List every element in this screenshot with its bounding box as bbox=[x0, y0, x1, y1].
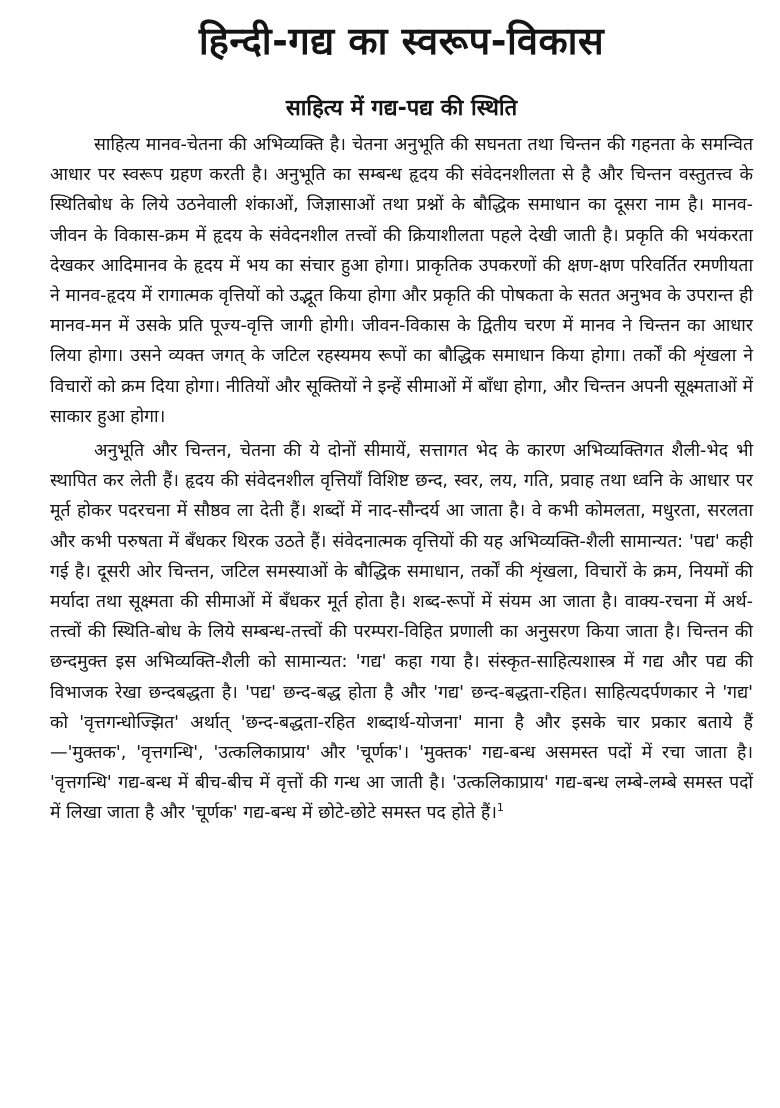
section-heading: साहित्य में गद्य-पद्य की स्थिति bbox=[285, 96, 518, 121]
paragraph-2 bbox=[50, 436, 753, 829]
document-page bbox=[50, 14, 753, 829]
footnote-marker: 1 bbox=[496, 801, 504, 815]
paragraph-1: साहित्य मानव-चेतना की अभिव्यक्ति है। चेतना अनुभूति की सघनता तथा चिन्तन की गहनता के समन्वित आधार पर स्वरूप ग्रहण करती है। अनुभूति का सम्बन्ध हृदय की संवेदनशीलता से है और चिन्तन वस्तुतत्त्व के स्थितिबोध के लिये उठनेवाली शंकाओं, जिज्ञासाओं तथा प्रश्नों के बौद्धिक समाधान का दूसरा नाम है। मानव-जीवन के विकास-क्रम में हृदय के संवेदनशील तत्त्वों की क्रियाशीलता पहले देखी जाती है। प्रकृति की भयंकरता देखकर आदिमानव के हृदय में भय का संचार हुआ होगा। प्राकृतिक उपकरणों की क्षण-क्षण परिवर्तित रमणीयता ने मानव-हृदय में रागात्मक वृत्तियों को उद्भूत किया होगा और प्रकृति की पोषकता के सतत अनुभव के उपरान्त ही मानव-मन में उसके प्रति पूज्य-वृत्ति जागी होगी। जीवन-विकास के द्वितीय चरण में मानव ने चिन्तन का आधार लिया होगा। उसने व्यक्त जगत् के जटिल रहस्यमय रूपों का बौद्धिक समाधान किया होगा। तर्कों की शृंखला ने विचारों को क्रम दिया होगा। नीतियों और सूक्तियों ने इन्हें सीमाओं में बाँधा होगा, और चिन्तन अपनी सूक्ष्मताओं में साकार हुआ होगा। bbox=[50, 135, 753, 427]
page-title: हिन्दी-गद्य का स्वरूप-विकास bbox=[198, 19, 605, 63]
paragraph-2-text: अनुभूति और चिन्तन, चेतना की ये दोनों सीमायें, सत्तागत भेद के कारण अभिव्यक्तिगत शैली-भेद भी स्थापित कर लेती हैं। हृदय की संवेदनशील वृत्तियाँ विशिष्ट छन्द, स्वर, लय, गति, प्रवाह तथा ध्वनि के आधार पर मूर्त होकर पदरचना में सौष्ठव ला देती हैं। शब्दों में नाद-सौन्दर्य आ जाता है। वे कभी कोमलता, मधुरता, सरलता और कभी परुषता में बँधकर थिरक उठते हैं। संवेदनात्मक वृत्तियों की यह अभिव्यक्ति-शैली सामान्यत: 'पद्य' कही गई है। दूसरी ओर चिन्तन, जटिल समस्याओं के बौद्धिक समाधान, तर्कों की शृंखला, विचारों के क्रम, नियमों की मर्यादा तथा सूक्ष्मता की सीमाओं में बँधकर मूर्त होता है। शब्द-रूपों में संयम आ जाता है। वाक्य-रचना में अर्थ-तत्त्वों की स्थिति-बोध के लिये सम्बन्ध-तत्त्वों की परम्परा-विहित प्रणाली का अनुसरण किया जाता है। चिन्तन की छन्दमुक्त इस अभिव्यक्ति-शैली को सामान्यत: 'गद्य' कहा गया है। संस्कृत-साहित्यशास्त्र में गद्य और पद्य की विभाजक रेखा छन्दबद्धता है। 'पद्य' छन्द-बद्ध होता है और 'गद्य' छन्द-बद्धता-रहित। साहित्यदर्पणकार ने 'गद्य' को 'वृत्तगन्धोज्झित' अर्थात् 'छन्द-बद्धता-रहित शब्दार्थ-योजना' माना है और इसके चार प्रकार बताये हैं—'मुक्तक', 'वृत्तगन्धि', 'उत्कलिकाप्राय' और 'चूर्णक'। 'मुक्तक' गद्य-बन्ध असमस्त पदों में रचा जाता है। 'वृत्तगन्धि' गद्य-बन्ध में बीच-बीच में वृत्तों की गन्ध आ जाती है। 'उत्कलिकाप्राय' गद्य-बन्ध लम्बे-लम्बे समस्त पदों में लिखा जाता है और 'चूर्णक' गद्य-बन्ध में छोटे-छोटे समस्त पद होते हैं। bbox=[50, 441, 753, 824]
